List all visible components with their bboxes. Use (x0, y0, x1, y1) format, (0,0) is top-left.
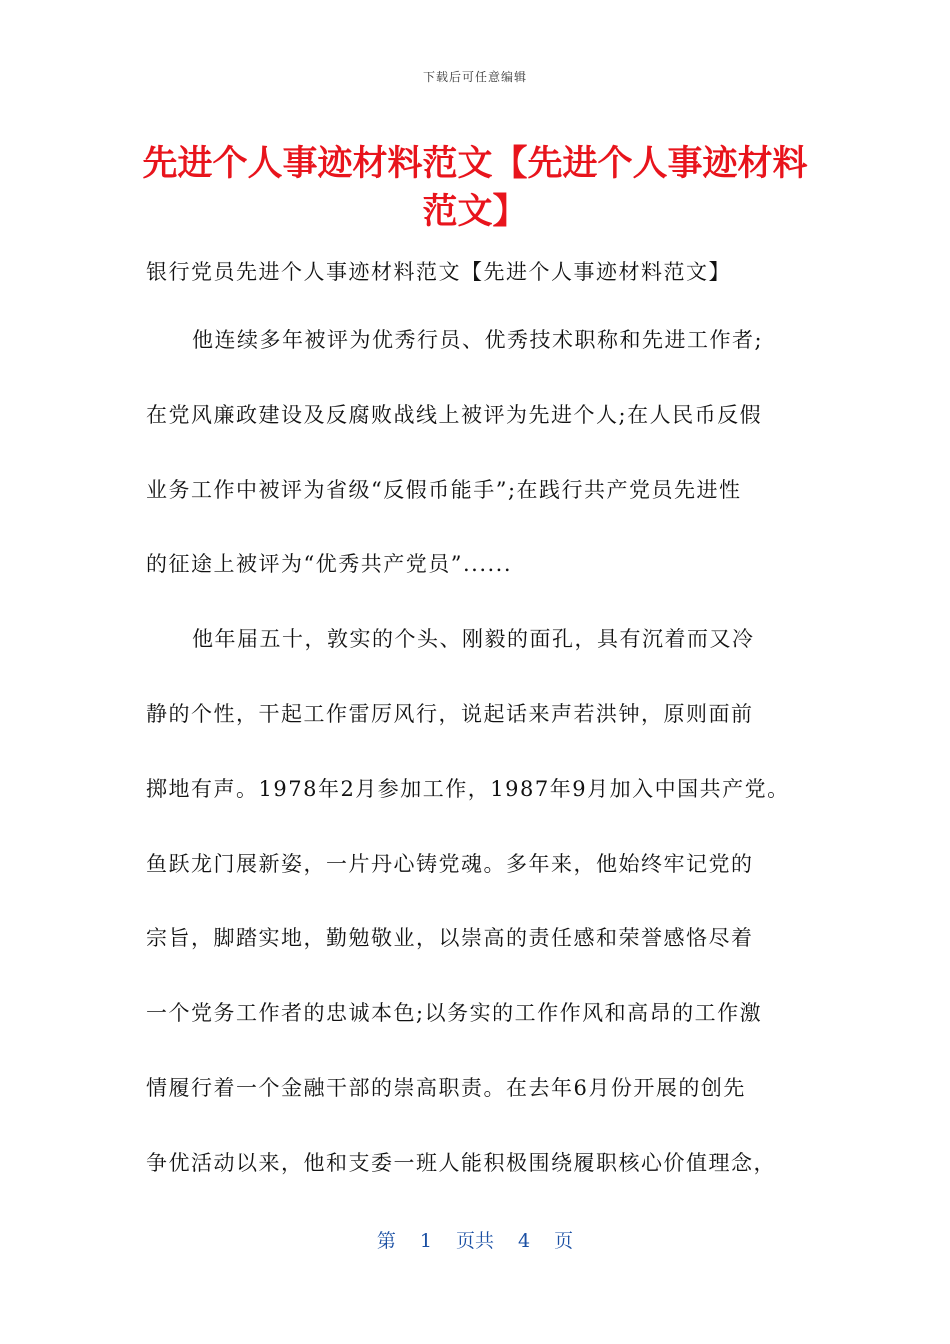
body-line: 掷地有声。1978年2月参加工作，1987年9月加入中国共产党。 (146, 776, 790, 801)
body-line: 鱼跃龙门展新姿，一片丹心铸党魂。多年来，他始终牢记党的 (146, 851, 754, 876)
document-subtitle: 银行党员先进个人事迹材料范文【先进个人事迹材料范文】 (146, 260, 731, 284)
body-line: 争优活动以来，他和支委一班人能积极围绕履职核心价值理念， (146, 1150, 776, 1175)
body-line: 在党风廉政建设及反腐败战线上被评为先进个人;在人民币反假 (146, 402, 763, 427)
page-label-middle: 页共 (455, 1230, 494, 1252)
page-label-prefix: 第 (376, 1230, 396, 1252)
page-footer (0, 1226, 950, 1253)
body-line: 他年届五十，敦实的个头、刚毅的面孔，具有沉着而又冷 (192, 627, 755, 652)
document-title: 先进个人事迹材料范文【先进个人事迹材料范文】 (142, 144, 808, 232)
header-note: 下载后可任意编辑 (422, 70, 527, 84)
page-total: 4 (518, 1230, 531, 1252)
page-number: 1 (419, 1230, 432, 1252)
body-line: 业务工作中被评为省级“反假币能手”;在践行共产党员先进性 (146, 477, 742, 502)
body-text (146, 320, 826, 1218)
body-line: 静的个性，干起工作雷厉风行，说起话来声若洪钟，原则面前 (146, 701, 754, 726)
body-line: 情履行着一个金融干部的崇高职责。在去年6月份开展的创先 (146, 1075, 746, 1100)
body-line: 一个党务工作者的忠诚本色;以务实的工作作风和高昂的工作激 (146, 1001, 763, 1026)
page-label-suffix: 页 (554, 1230, 574, 1252)
body-line: 的征途上被评为“优秀共产党员”...... (146, 552, 513, 577)
body-line: 宗旨，脚踏实地，勤勉敬业，以崇高的责任感和荣誉感恪尽着 (146, 926, 754, 951)
body-line: 他连续多年被评为优秀行员、优秀技术职称和先进工作者; (192, 328, 764, 352)
